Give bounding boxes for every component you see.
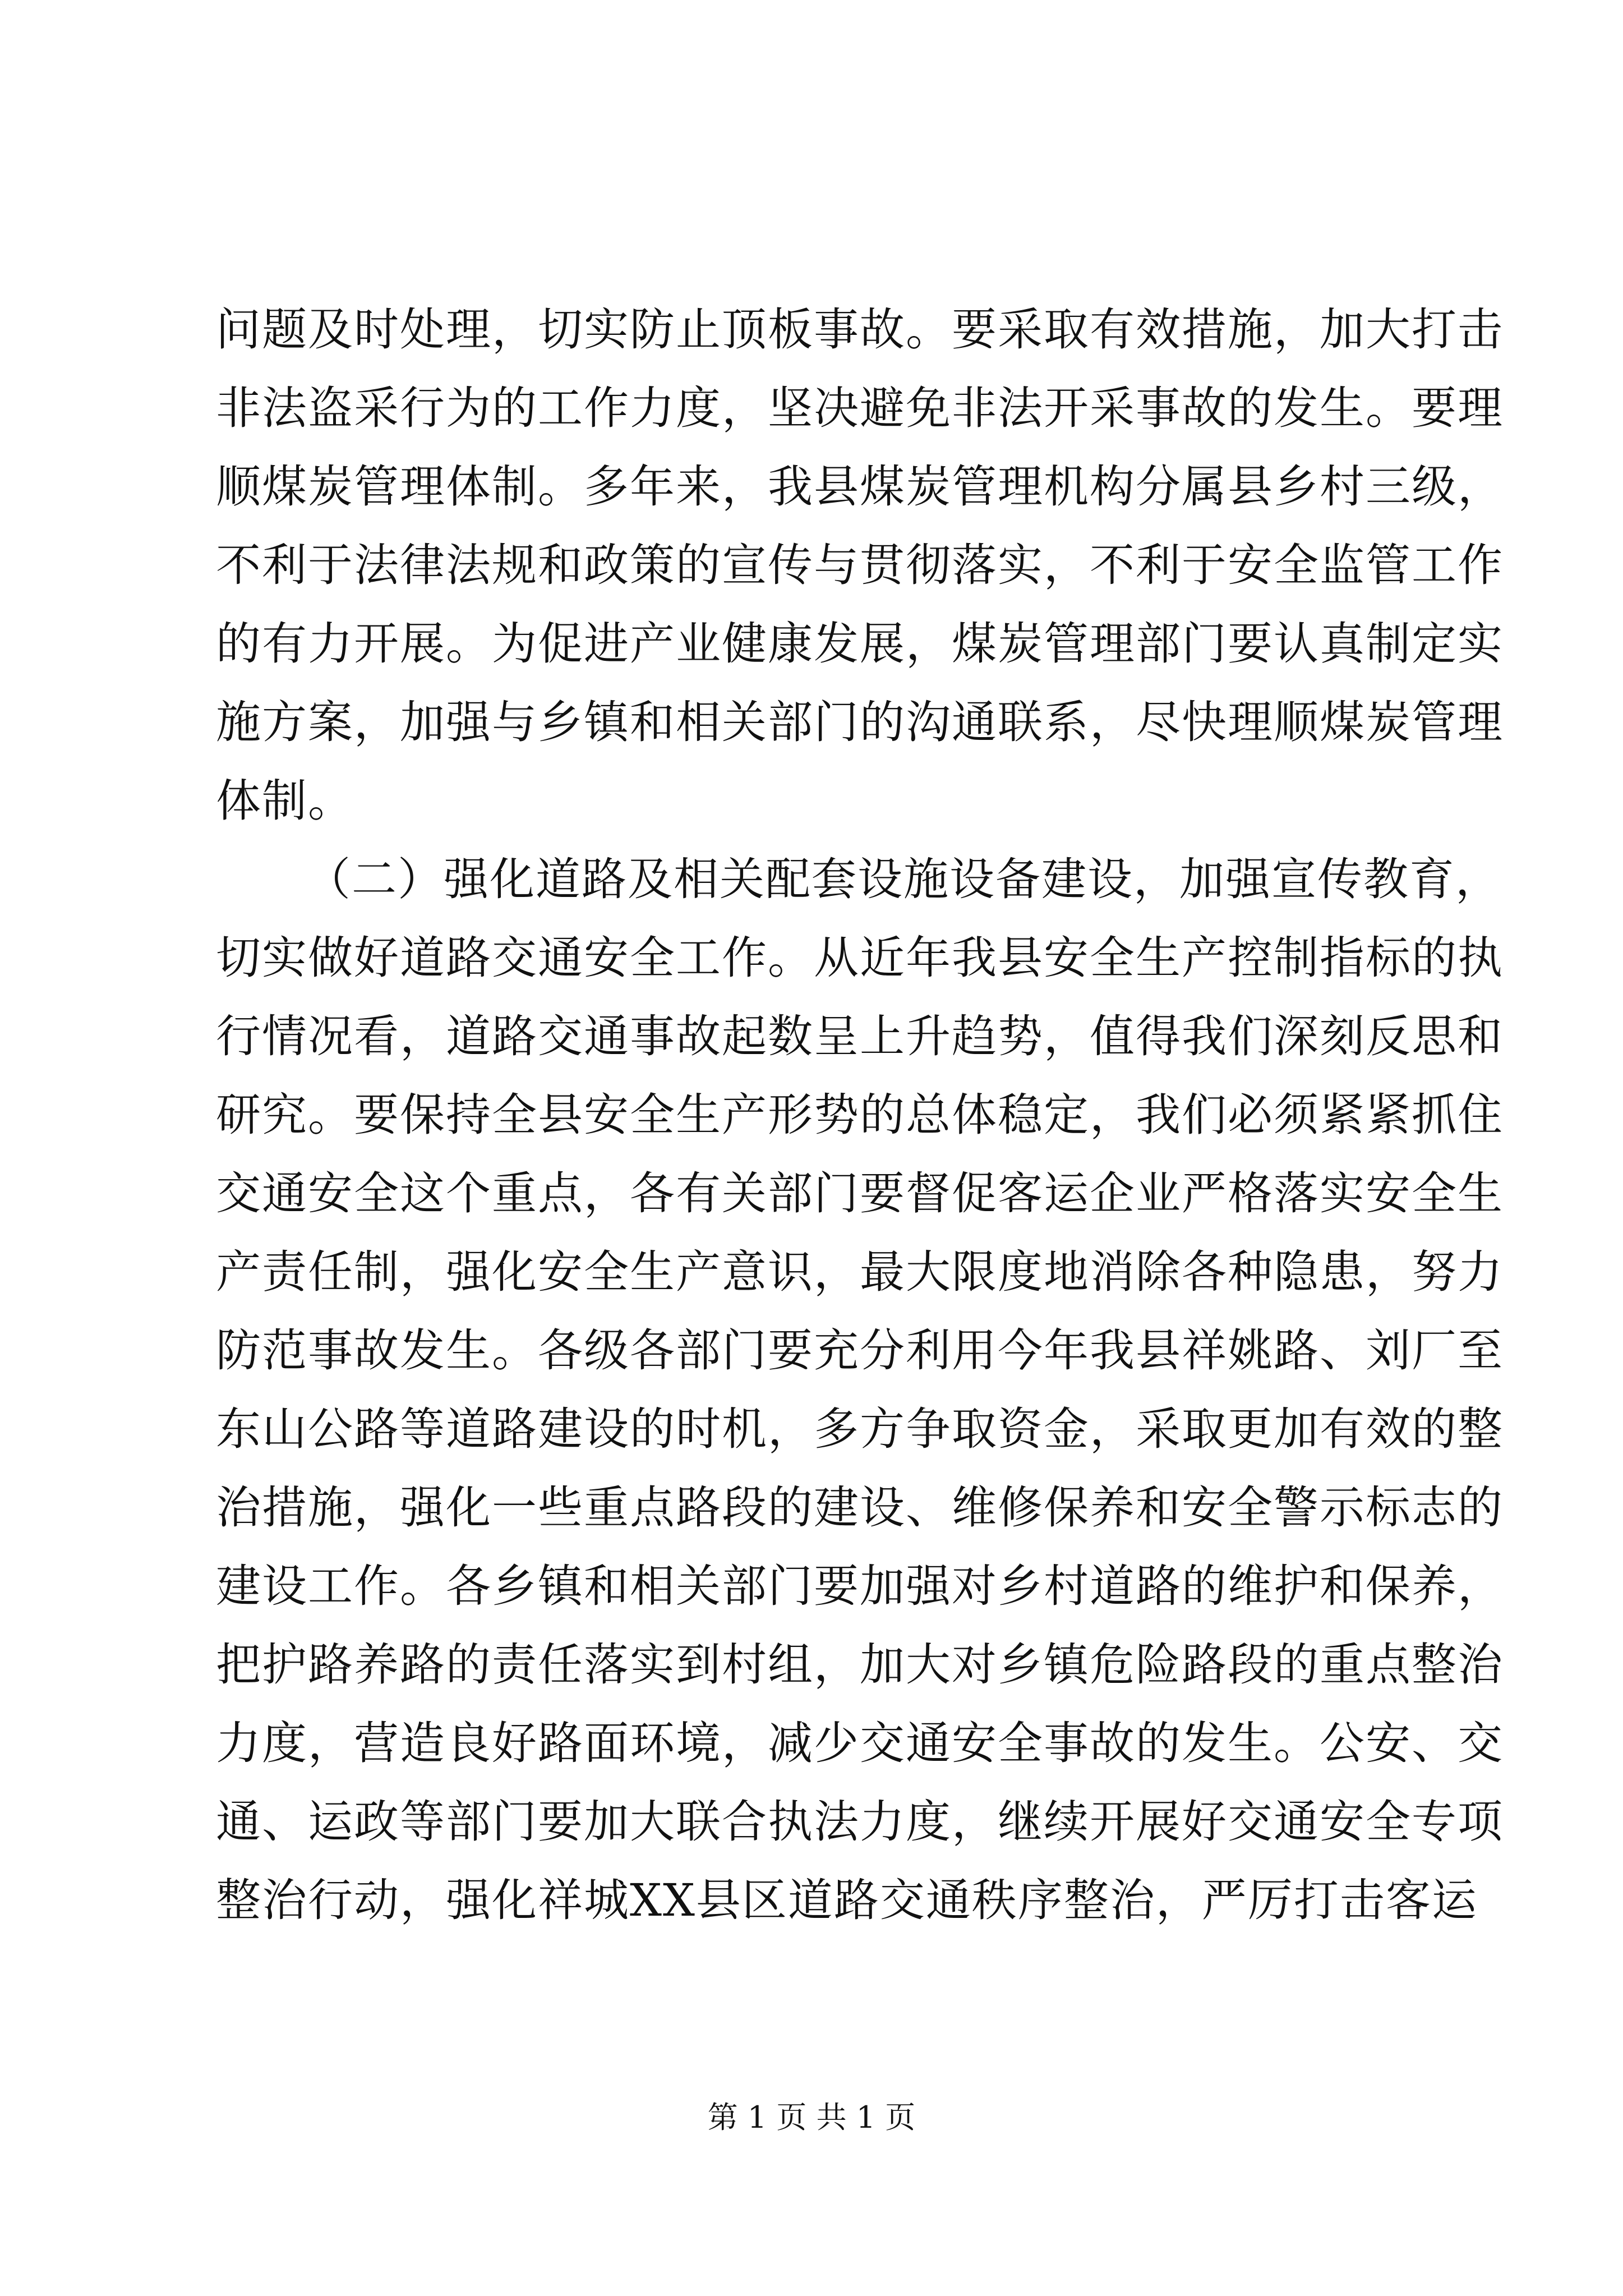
text-line: 问题及时处理，切实防止顶板事故。要采取有效措施，加大打击 (216, 303, 1504, 356)
text-line: 整治行动，强化祥城XX县区道路交通秩序整治，严厉打击客运 (216, 1874, 1478, 1926)
text-line: 体制。 (216, 775, 354, 827)
text-line: 交通安全这个重点，各有关部门要督促客运企业严格落实安全生 (216, 1167, 1504, 1220)
page-number-label: 第 1 页 共 1 页 (707, 2100, 916, 2135)
text-line: 的有力开展。为促进产业健康发展，煤炭管理部门要认真制定实 (216, 618, 1504, 670)
page-footer (0, 2095, 1623, 2140)
section-heading-line: （二）强化道路及相关配套设施设备建设，加强宣传教育， (306, 853, 1501, 905)
text-line: 力度，营造良好路面环境，减少交通安全事故的发生。公安、交 (216, 1717, 1504, 1769)
text-line: 研究。要保持全县安全生产形势的总体稳定，我们必须紧紧抓住 (216, 1089, 1504, 1141)
text-line: 施方案，加强与乡镇和相关部门的沟通联系，尽快理顺煤炭管理 (216, 696, 1504, 748)
text-line: 治措施，强化一些重点路段的建设、维修保养和安全警示标志的 (216, 1481, 1504, 1534)
text-line: 产责任制，强化安全生产意识，最大限度地消除各种隐患，努力 (216, 1246, 1504, 1298)
text-line: 不利于法律法规和政策的宣传与贯彻落实，不利于安全监管工作 (216, 539, 1504, 591)
text-line: 切实做好道路交通安全工作。从近年我县安全生产控制指标的执 (216, 932, 1504, 984)
text-line: 顺煤炭管理体制。多年来，我县煤炭管理机构分属县乡村三级， (216, 461, 1504, 513)
text-line: 通、运政等部门要加大联合执法力度，继续开展好交通安全专项 (216, 1796, 1504, 1848)
text-line: 行情况看，道路交通事故起数呈上升趋势，值得我们深刻反思和 (216, 1010, 1504, 1062)
text-line: 建设工作。各乡镇和相关部门要加强对乡村道路的维护和保养， (216, 1560, 1504, 1612)
text-line: 把护路养路的责任落实到村组，加大对乡镇危险路段的重点整治 (216, 1639, 1504, 1691)
text-line: 非法盗采行为的工作力度，坚决避免非法开采事故的发生。要理 (216, 382, 1504, 434)
text-line: 东山公路等道路建设的时机，多方争取资金，采取更加有效的整 (216, 1403, 1504, 1455)
text-line: 防范事故发生。各级各部门要充分利用今年我县祥姚路、刘厂至 (216, 1324, 1504, 1377)
